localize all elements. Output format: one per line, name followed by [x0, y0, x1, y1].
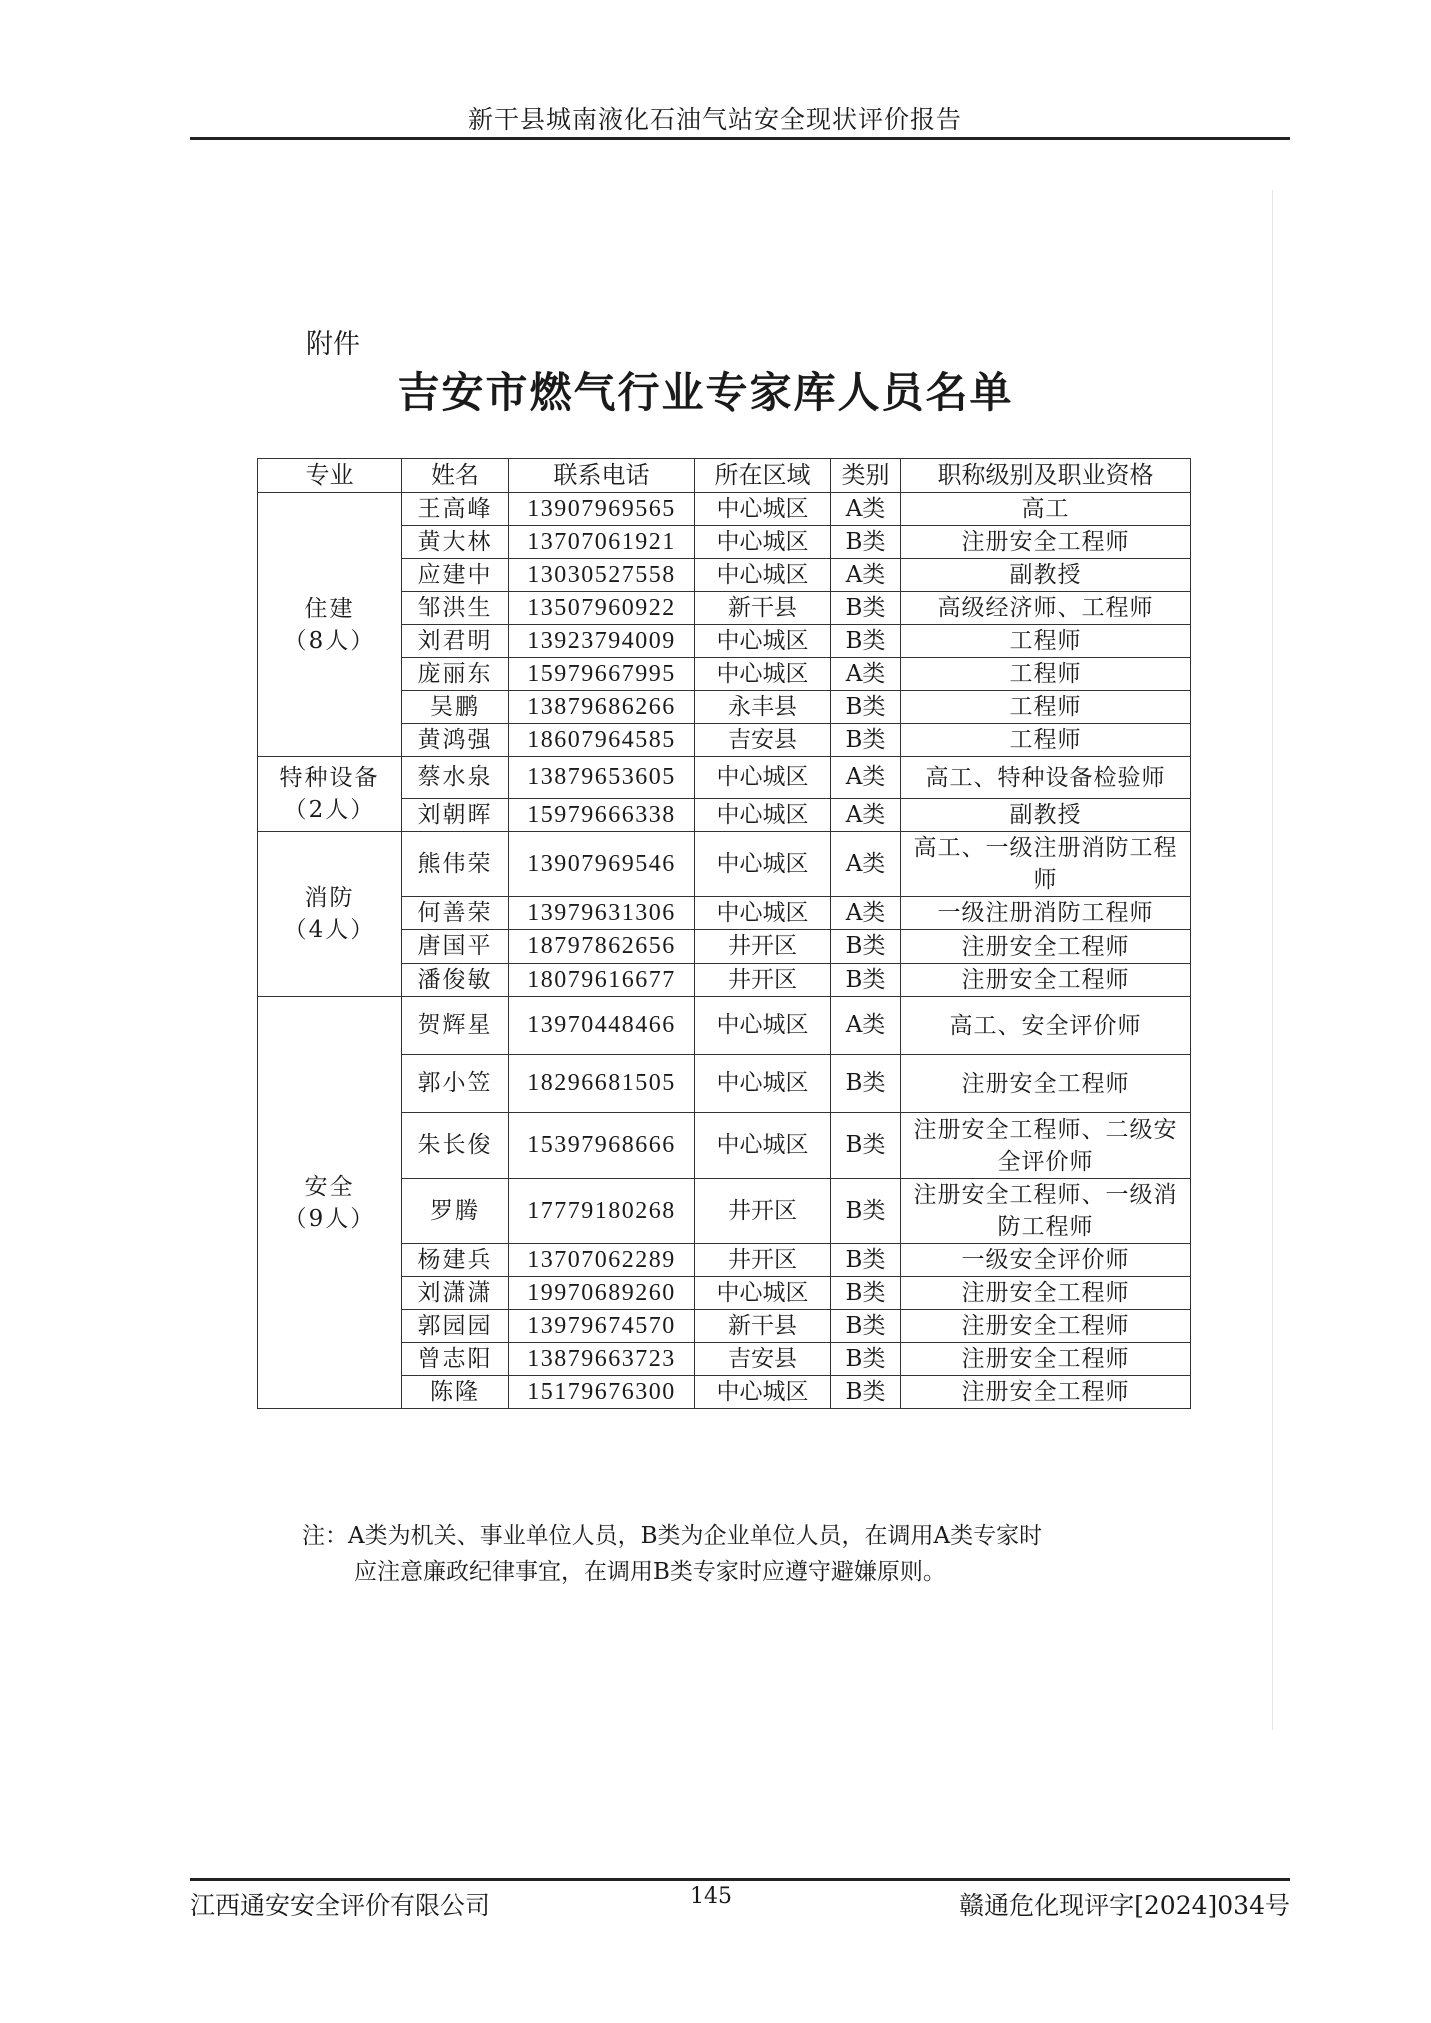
area-cell: 中心城区 [695, 493, 831, 526]
phone-cell: 17779180268 [509, 1179, 695, 1244]
class-cell: B类 [831, 724, 901, 757]
name-cell: 罗腾 [402, 1179, 509, 1244]
footer-doc-number: 赣通危化现评字[2024]034号 [959, 1891, 1290, 1920]
area-cell: 中心城区 [695, 832, 831, 897]
name-cell: 熊伟荣 [402, 832, 509, 897]
qualification-cell: 注册安全工程师 [901, 1343, 1191, 1376]
area-cell: 中心城区 [695, 658, 831, 691]
class-cell: A类 [831, 757, 901, 799]
area-cell: 吉安县 [695, 724, 831, 757]
class-cell: B类 [831, 1244, 901, 1277]
qualification-cell: 注册安全工程师、二级安全评价师 [901, 1113, 1191, 1179]
class-cell: A类 [831, 658, 901, 691]
area-cell: 井开区 [695, 964, 831, 997]
report-header-title: 新干县城南液化石油气站安全现状评价报告 [467, 105, 962, 134]
qualification-cell: 一级安全评价师 [901, 1244, 1191, 1277]
column-header: 姓名 [402, 459, 509, 493]
qualification-cell: 高工、安全评价师 [901, 997, 1191, 1055]
class-cell: B类 [831, 1376, 901, 1409]
group-count: （9人） [283, 1205, 376, 1232]
area-cell: 中心城区 [695, 559, 831, 592]
group-count: （8人） [283, 627, 376, 654]
phone-cell: 15979667995 [509, 658, 695, 691]
table-row [258, 493, 1191, 526]
header-rule [190, 137, 1290, 140]
class-cell: B类 [831, 1179, 901, 1244]
name-cell: 陈隆 [402, 1376, 509, 1409]
name-cell: 唐国平 [402, 930, 509, 964]
qualification-cell: 注册安全工程师、一级消防工程师 [901, 1179, 1191, 1244]
class-cell: A类 [831, 493, 901, 526]
page-edge-line [1272, 190, 1273, 1730]
group-name: 消防 [304, 885, 355, 911]
qualification-cell: 注册安全工程师 [901, 526, 1191, 559]
phone-cell: 18296681505 [509, 1055, 695, 1113]
qualification-cell: 副教授 [901, 799, 1191, 832]
column-header: 联系电话 [509, 459, 695, 493]
area-cell: 中心城区 [695, 625, 831, 658]
class-cell: B类 [831, 930, 901, 964]
group-name: 特种设备 [279, 765, 380, 791]
qualification-cell: 注册安全工程师 [901, 1310, 1191, 1343]
name-cell: 何善荣 [402, 897, 509, 930]
phone-cell: 13979631306 [509, 897, 695, 930]
name-cell: 黄大林 [402, 526, 509, 559]
class-cell: B类 [831, 964, 901, 997]
expert-table [257, 458, 1191, 1409]
name-cell: 潘俊敏 [402, 964, 509, 997]
class-cell: B类 [831, 526, 901, 559]
phone-cell: 13879653605 [509, 757, 695, 799]
class-cell: B类 [831, 625, 901, 658]
area-cell: 中心城区 [695, 757, 831, 799]
column-header: 类别 [831, 459, 901, 493]
group-cell [258, 997, 402, 1409]
qualification-cell: 工程师 [901, 724, 1191, 757]
table-row [258, 997, 1191, 1055]
area-cell: 井开区 [695, 930, 831, 964]
name-cell: 蔡水泉 [402, 757, 509, 799]
table-note [302, 1518, 1182, 1590]
phone-cell: 13707061921 [509, 526, 695, 559]
name-cell: 吴鹏 [402, 691, 509, 724]
phone-cell: 15397968666 [509, 1113, 695, 1179]
area-cell: 中心城区 [695, 1055, 831, 1113]
name-cell: 邹洪生 [402, 592, 509, 625]
area-cell: 新干县 [695, 592, 831, 625]
name-cell: 贺辉星 [402, 997, 509, 1055]
qualification-cell: 注册安全工程师 [901, 1055, 1191, 1113]
qualification-cell: 高工、特种设备检验师 [901, 757, 1191, 799]
area-cell: 中心城区 [695, 997, 831, 1055]
name-cell: 杨建兵 [402, 1244, 509, 1277]
qualification-cell: 高级经济师、工程师 [901, 592, 1191, 625]
qualification-cell: 一级注册消防工程师 [901, 897, 1191, 930]
group-count: （4人） [283, 917, 376, 943]
area-cell: 中心城区 [695, 897, 831, 930]
group-cell [258, 832, 402, 997]
group-count: （2人） [283, 797, 376, 823]
area-cell: 中心城区 [695, 799, 831, 832]
qualification-cell: 注册安全工程师 [901, 930, 1191, 964]
name-cell: 应建中 [402, 559, 509, 592]
qualification-cell: 注册安全工程师 [901, 1376, 1191, 1409]
class-cell: A类 [831, 559, 901, 592]
table-header-row [258, 459, 1191, 493]
phone-cell: 13030527558 [509, 559, 695, 592]
column-header: 所在区域 [695, 459, 831, 493]
phone-cell: 13907969565 [509, 493, 695, 526]
footer-company: 江西通安安全评价有限公司 [190, 1891, 491, 1920]
group-name: 住建 [304, 595, 355, 622]
document-title: 吉安市燃气行业专家库人员名单 [397, 368, 1014, 417]
phone-cell: 13707062289 [509, 1244, 695, 1277]
qualification-cell: 高工、一级注册消防工程师 [901, 832, 1191, 897]
phone-cell: 15979666338 [509, 799, 695, 832]
phone-cell: 13879686266 [509, 691, 695, 724]
group-cell [258, 757, 402, 832]
class-cell: B类 [831, 1310, 901, 1343]
class-cell: A类 [831, 897, 901, 930]
name-cell: 曾志阳 [402, 1343, 509, 1376]
phone-cell: 18797862656 [509, 930, 695, 964]
phone-cell: 13979674570 [509, 1310, 695, 1343]
area-cell: 吉安县 [695, 1343, 831, 1376]
class-cell: B类 [831, 1113, 901, 1179]
name-cell: 刘朝晖 [402, 799, 509, 832]
class-cell: B类 [831, 1055, 901, 1113]
qualification-cell: 工程师 [901, 658, 1191, 691]
name-cell: 王高峰 [402, 493, 509, 526]
phone-cell: 19970689260 [509, 1277, 695, 1310]
name-cell: 庞丽东 [402, 658, 509, 691]
group-name: 安全 [304, 1173, 355, 1200]
class-cell: B类 [831, 1343, 901, 1376]
table-row [258, 757, 1191, 799]
phone-cell: 13970448466 [509, 997, 695, 1055]
area-cell: 中心城区 [695, 1376, 831, 1409]
phone-cell: 18607964585 [509, 724, 695, 757]
note-line-1: 注：A类为机关、事业单位人员，B类为企业单位人员，在调用A类专家时 [302, 1523, 1043, 1549]
phone-cell: 13507960922 [509, 592, 695, 625]
class-cell: A类 [831, 997, 901, 1055]
group-cell [258, 493, 402, 757]
class-cell: A类 [831, 799, 901, 832]
area-cell: 井开区 [695, 1179, 831, 1244]
area-cell: 中心城区 [695, 1113, 831, 1179]
note-line-2: 应注意廉政纪律事宜，在调用B类专家时应遵守避嫌原则。 [354, 1559, 946, 1585]
qualification-cell: 高工 [901, 493, 1191, 526]
area-cell: 中心城区 [695, 526, 831, 559]
qualification-cell: 工程师 [901, 625, 1191, 658]
name-cell: 刘潇潇 [402, 1277, 509, 1310]
area-cell: 井开区 [695, 1244, 831, 1277]
name-cell: 郭园园 [402, 1310, 509, 1343]
qualification-cell: 副教授 [901, 559, 1191, 592]
attachment-label: 附件 [306, 329, 360, 360]
area-cell: 新干县 [695, 1310, 831, 1343]
name-cell: 黄鸿强 [402, 724, 509, 757]
qualification-cell: 工程师 [901, 691, 1191, 724]
area-cell: 中心城区 [695, 1277, 831, 1310]
area-cell: 永丰县 [695, 691, 831, 724]
column-header: 职称级别及职业资格 [901, 459, 1191, 493]
name-cell: 郭小笠 [402, 1055, 509, 1113]
class-cell: B类 [831, 1277, 901, 1310]
page-number: 145 [690, 1884, 732, 1909]
footer-rule [190, 1878, 1290, 1881]
phone-cell: 13907969546 [509, 832, 695, 897]
qualification-cell: 注册安全工程师 [901, 964, 1191, 997]
name-cell: 朱长俊 [402, 1113, 509, 1179]
column-header: 专业 [258, 459, 402, 493]
name-cell: 刘君明 [402, 625, 509, 658]
class-cell: A类 [831, 832, 901, 897]
table-row [258, 832, 1191, 897]
phone-cell: 13923794009 [509, 625, 695, 658]
phone-cell: 18079616677 [509, 964, 695, 997]
phone-cell: 13879663723 [509, 1343, 695, 1376]
class-cell: B类 [831, 592, 901, 625]
qualification-cell: 注册安全工程师 [901, 1277, 1191, 1310]
phone-cell: 15179676300 [509, 1376, 695, 1409]
class-cell: B类 [831, 691, 901, 724]
